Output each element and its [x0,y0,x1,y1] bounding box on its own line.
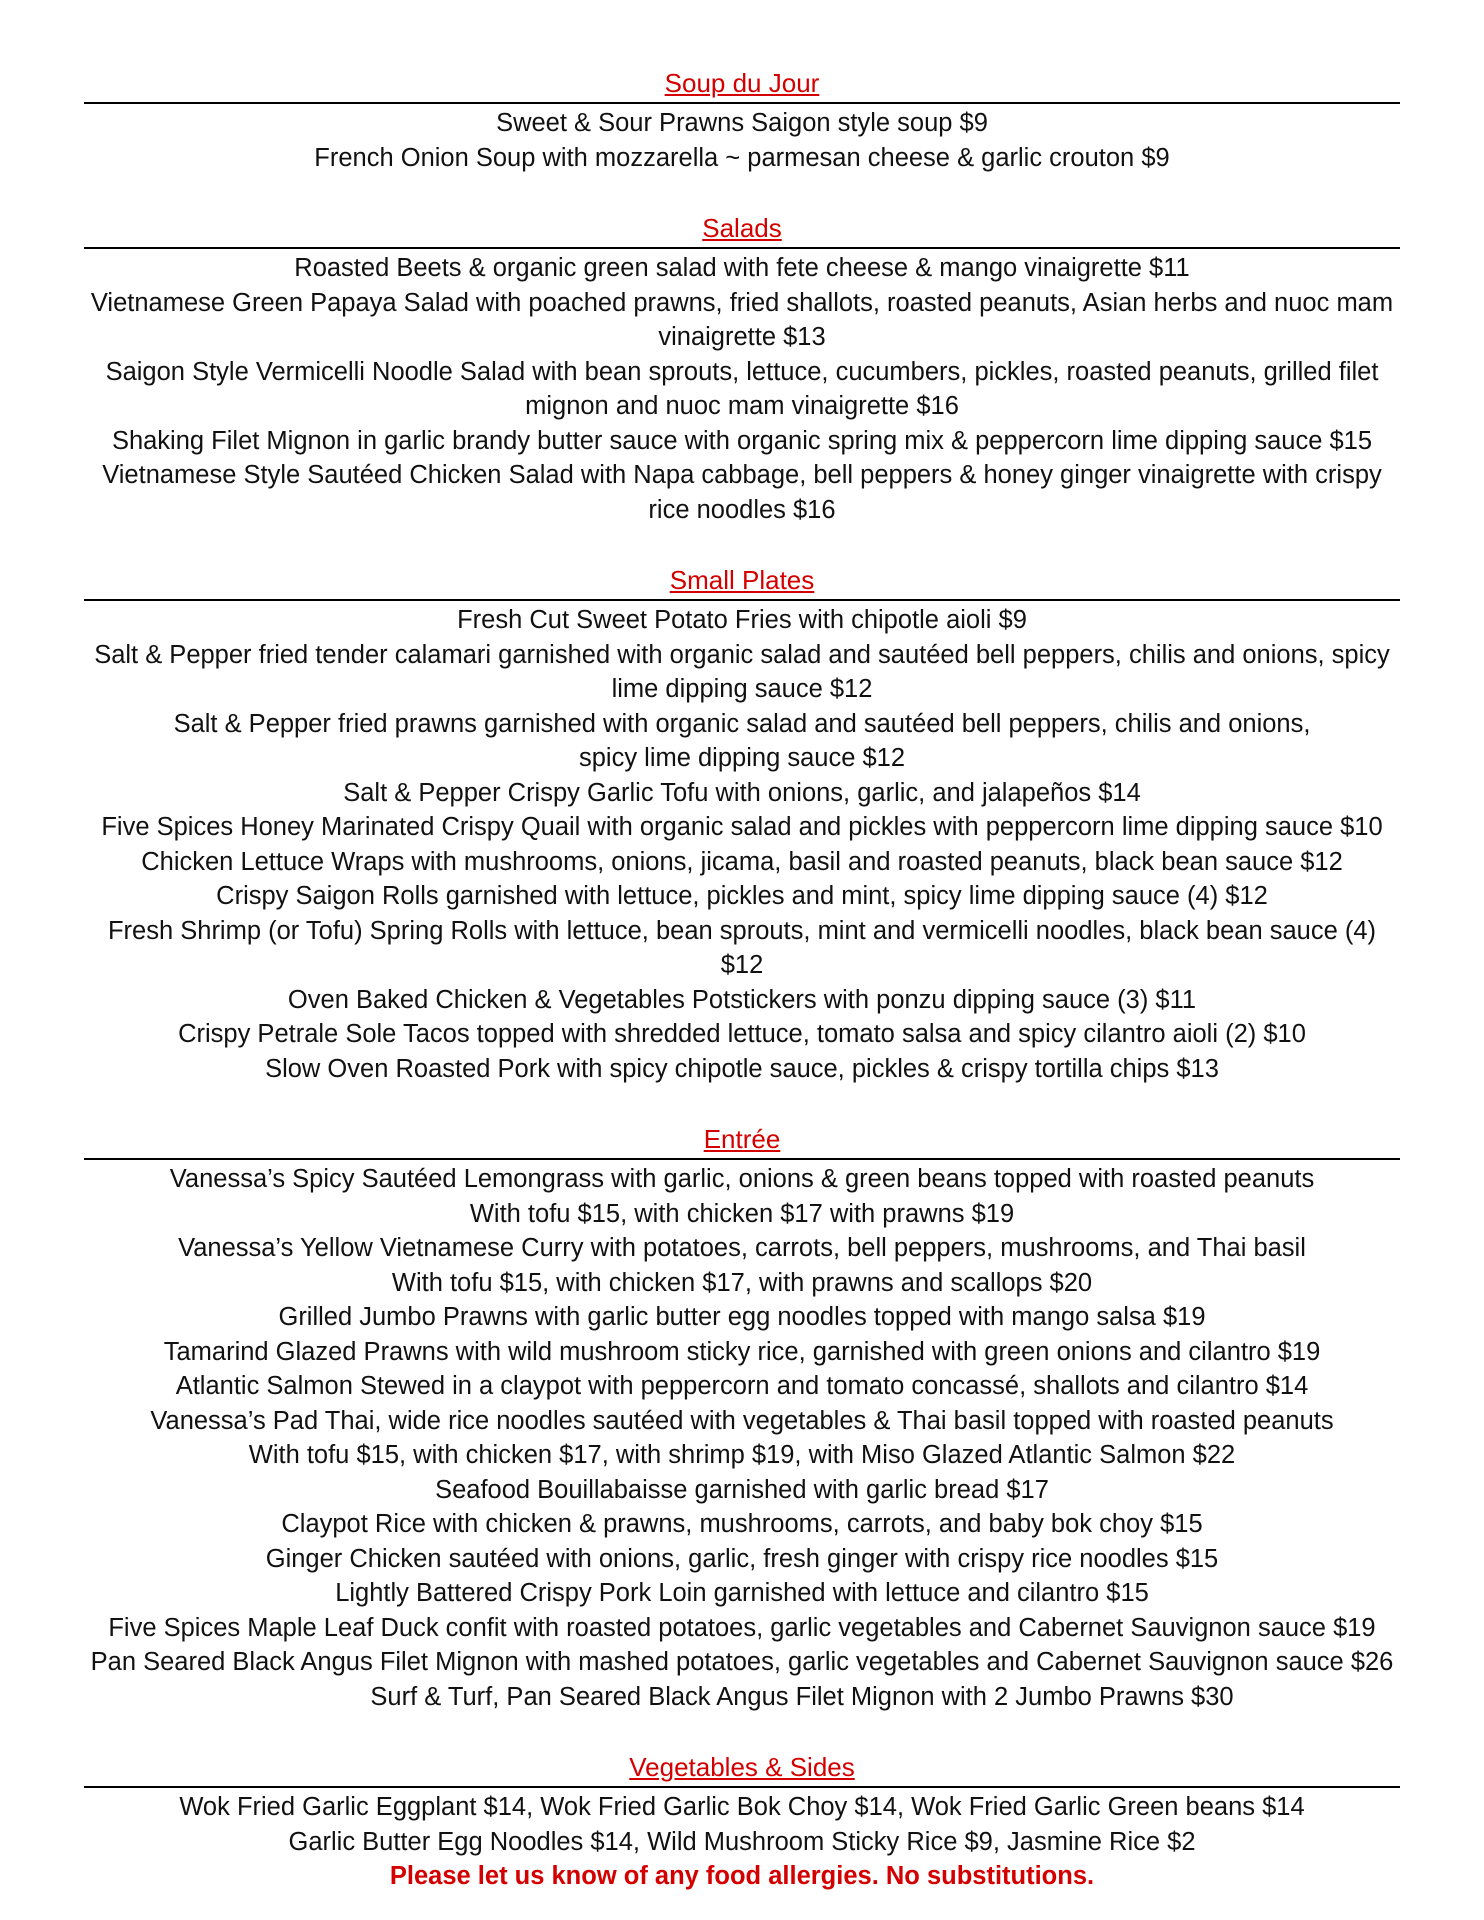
menu-item: Lightly Battered Crispy Pork Loin garnished with lettuce and cilantro $15 [335,1579,1149,1607]
salads-section [84,211,1400,527]
sides-section [84,1750,1400,1894]
menu-item: Crispy Petrale Sole Tacos topped with shredded lettuce, tomato salsa and spicy cilantro aioli (2) $10 [178,1020,1306,1048]
menu-item: Tamarind Glazed Prawns with wild mushroom sticky rice, garnished with green onions and cilantro $19 [163,1337,1321,1366]
small-plates-section [84,563,1400,1086]
menu-item: Vietnamese Green Papaya Salad with poached prawns, fried shallots, roasted peanuts, Asian herbs and nuoc mam vinaigrette $13 [90,288,1394,351]
menu-item: Vanessa’s Pad Thai, wide rice noodles sautéed with vegetables & Thai basil topped with roasted peanuts [150,1406,1334,1435]
menu-item: Shaking Filet Mignon in garlic brandy butter sauce with organic spring mix & peppercorn lime dipping sauce $15 [111,426,1373,455]
allergy-notice: Please let us know of any food allergies. No substitutions. [389,1862,1095,1890]
section-title-sides: Vegetables & Sides [84,1750,1400,1788]
soup-section [84,66,1400,175]
menu-item: Salt & Pepper fried tender calamari garnished with organic salad and sautéed bell peppers, chilis and onions, spicy lime dipping sauce $12 [94,640,1390,703]
entree-section [84,1122,1400,1714]
menu-item: Grilled Jumbo Prawns with garlic butter egg noodles topped with mango salsa $19 [278,1303,1206,1331]
section-title-entree: Entrée [84,1122,1400,1160]
menu-item-prices: With tofu $15, with chicken $17, with prawns and scallops $20 [391,1268,1093,1297]
menu-item: Salt & Pepper Crispy Garlic Tofu with onions, garlic, and jalapeños $14 [343,778,1141,807]
menu-item: Garlic Butter Egg Noodles $14, Wild Mushroom Sticky Rice $9, Jasmine Rice $2 [288,1827,1196,1856]
menu-item: Oven Baked Chicken & Vegetables Potstickers with ponzu dipping sauce (3) $11 [287,985,1197,1014]
menu-item: Vietnamese Style Sautéed Chicken Salad with Napa cabbage, bell peppers & honey ginger vinaigrette with crispy rice noodles $16 [102,461,1382,524]
menu-item: Atlantic Salmon Stewed in a claypot with peppercorn and tomato concassé, shallots and cilantro $14 [175,1372,1309,1400]
menu-item: Sweet & Sour Prawns Saigon style soup $9 [496,109,988,137]
menu-item: Chicken Lettuce Wraps with mushrooms, onions, jicama, basil and roasted peanuts, black bean sauce $12 [141,847,1343,876]
menu-item: Wok Fried Garlic Eggplant $14, Wok Fried Garlic Bok Choy $14, Wok Fried Garlic Green beans $14 [179,1793,1305,1821]
section-title-soup: Soup du Jour [84,66,1400,104]
menu-item-prices: With tofu $15, with chicken $17 with prawns $19 [469,1199,1015,1228]
menu-item: Fresh Cut Sweet Potato Fries with chipotle aioli $9 [457,606,1027,634]
menu-item: Slow Oven Roasted Pork with spicy chipotle sauce, pickles & crispy tortilla chips $13 [265,1054,1219,1083]
menu-item: Saigon Style Vermicelli Noodle Salad with bean sprouts, lettuce, cucumbers, pickles, roasted peanuts, grilled filet mignon and nuoc mam vinaigrette $16 [105,357,1379,420]
menu-item: Fresh Shrimp (or Tofu) Spring Rolls with lettuce, bean sprouts, mint and vermicelli noodles, black bean sauce (4) $12 [107,916,1377,979]
menu-item: Claypot Rice with chicken & prawns, mushrooms, carrots, and baby bok choy $15 [281,1510,1203,1538]
menu-item: Vanessa’s Spicy Sautéed Lemongrass with garlic, onions & green beans topped with roasted peanuts [169,1165,1315,1193]
menu-item: Seafood Bouillabaisse garnished with garlic bread $17 [435,1475,1049,1504]
menu-item: Ginger Chicken sautéed with onions, garlic, fresh ginger with crispy rice noodles $15 [265,1544,1219,1573]
menu-item-prices: With tofu $15, with chicken $17, with shrimp $19, with Miso Glazed Atlantic Salmon $22 [248,1441,1236,1469]
menu-item: Five Spices Honey Marinated Crispy Quail with organic salad and pickles with peppercorn lime dipping sauce $10 [101,813,1383,841]
menu-item: Vanessa’s Yellow Vietnamese Curry with potatoes, carrots, bell peppers, mushrooms, and Thai basil [178,1234,1306,1262]
section-title-small-plates: Small Plates [84,563,1400,601]
menu-item: Roasted Beets & organic green salad with fete cheese & mango vinaigrette $11 [294,254,1190,282]
menu-item: Five Spices Maple Leaf Duck confit with roasted potatoes, garlic vegetables and Cabernet Sauvignon sauce $19 [108,1613,1376,1642]
menu-page [84,66,1400,1894]
menu-item: Crispy Saigon Rolls garnished with lettuce, pickles and mint, spicy lime dipping sauce (4) $12 [216,882,1268,910]
menu-item: Salt & Pepper fried prawns garnished with organic salad and sautéed bell peppers, chilis and onions, spicy lime dipping sauce $12 [173,709,1311,772]
menu-item: Surf & Turf, Pan Seared Black Angus Filet Mignon with 2 Jumbo Prawns $30 [370,1682,1234,1711]
section-title-salads: Salads [84,211,1400,249]
menu-item: Pan Seared Black Angus Filet Mignon with mashed potatoes, garlic vegetables and Cabernet Sauvignon sauce $26 [90,1648,1394,1676]
menu-item: French Onion Soup with mozzarella ~ parmesan cheese & garlic crouton $9 [314,143,1170,172]
